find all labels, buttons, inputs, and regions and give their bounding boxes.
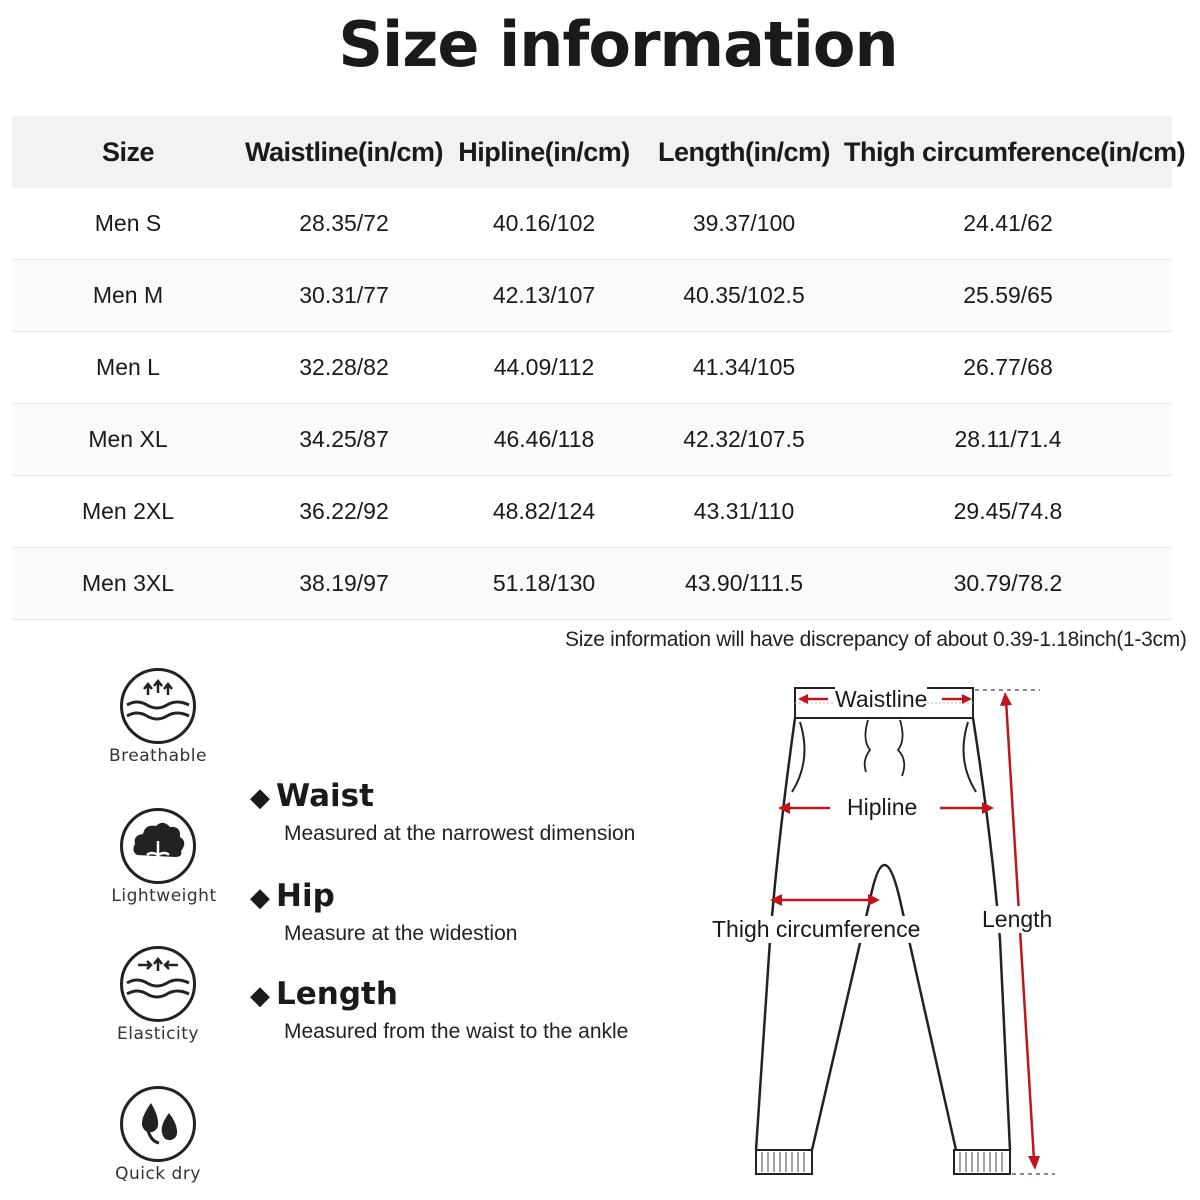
diagram-label-thigh: Thigh circumference xyxy=(712,916,921,942)
lightweight-icon xyxy=(120,808,196,884)
definition-term: Length xyxy=(276,976,398,1012)
column-header-hipline: Hipline(in/cm) xyxy=(444,116,644,188)
table-cell: 36.22/92 xyxy=(244,476,444,548)
definition-waist xyxy=(250,778,635,846)
table-cell: 32.28/82 xyxy=(244,332,444,404)
diamond-bullet-icon: ◆ xyxy=(250,883,270,913)
feature-label: Elasticity xyxy=(117,1024,199,1044)
size-table xyxy=(12,116,1186,620)
table-cell: 34.25/87 xyxy=(244,404,444,476)
diamond-bullet-icon: ◆ xyxy=(250,783,270,813)
table-cell: 40.35/102.5 xyxy=(644,260,844,332)
table-row xyxy=(12,476,1172,548)
table-cell: 28.11/71.4 xyxy=(844,404,1172,476)
table-cell: 28.35/72 xyxy=(244,188,444,260)
table-cell: 25.59/65 xyxy=(844,260,1172,332)
diagram-label-length: Length xyxy=(982,906,1053,932)
table-cell: 29.45/74.8 xyxy=(844,476,1172,548)
table-cell: 24.41/62 xyxy=(844,188,1172,260)
table-cell: 42.13/107 xyxy=(444,260,644,332)
definition-desc: Measured at the narrowest dimension xyxy=(284,822,636,845)
table-cell: Men S xyxy=(12,188,244,260)
table-cell: Men 2XL xyxy=(12,476,244,548)
table-cell: 39.37/100 xyxy=(644,188,844,260)
definition-length xyxy=(250,976,628,1044)
table-cell: 46.46/118 xyxy=(444,404,644,476)
table-header-row xyxy=(12,116,1172,188)
table-cell: 41.34/105 xyxy=(644,332,844,404)
table-cell: 40.16/102 xyxy=(444,188,644,260)
table-row xyxy=(12,332,1172,404)
quick-dry-icon xyxy=(120,1086,196,1162)
table-cell: 48.82/124 xyxy=(444,476,644,548)
feature-label: Lightweight xyxy=(111,886,217,906)
column-header-waistline: Waistline(in/cm) xyxy=(244,116,444,188)
table-row xyxy=(12,548,1172,620)
definition-term: Hip xyxy=(276,878,335,914)
page-title: Size information xyxy=(338,8,898,81)
column-header-size: Size xyxy=(12,116,244,188)
discrepancy-note: Size information will have discrepancy of about 0.39-1.18inch(1-3cm) xyxy=(565,628,1187,651)
feature-elasticity xyxy=(88,946,228,1044)
pants-diagram xyxy=(700,680,1100,1180)
table-cell: 42.32/107.5 xyxy=(644,404,844,476)
table-cell: 43.90/111.5 xyxy=(644,548,844,620)
table-row xyxy=(12,260,1172,332)
breathable-icon xyxy=(120,668,196,744)
table-cell: Men M xyxy=(12,260,244,332)
table-cell: 30.79/78.2 xyxy=(844,548,1172,620)
diagram-label-hipline: Hipline xyxy=(847,794,918,820)
table-row xyxy=(12,188,1172,260)
feature-breathable xyxy=(88,668,228,766)
feature-label: Breathable xyxy=(109,746,207,766)
feature-quick-dry xyxy=(88,1086,228,1184)
diagram-label-waistline: Waistline xyxy=(835,686,928,712)
definition-term: Waist xyxy=(276,778,374,814)
column-header-thigh: Thigh circumference(in/cm) xyxy=(844,116,1172,188)
table-row xyxy=(12,404,1172,476)
diamond-bullet-icon: ◆ xyxy=(250,981,270,1011)
feature-lightweight xyxy=(88,808,228,906)
table-cell: 30.31/77 xyxy=(244,260,444,332)
table-cell: Men XL xyxy=(12,404,244,476)
definition-desc: Measure at the widestion xyxy=(284,922,518,945)
feature-label: Quick dry xyxy=(115,1164,201,1184)
table-cell: 43.31/110 xyxy=(644,476,844,548)
table-cell: 44.09/112 xyxy=(444,332,644,404)
elasticity-icon xyxy=(120,946,196,1022)
definition-hip xyxy=(250,878,517,946)
definition-desc: Measured from the waist to the ankle xyxy=(284,1020,629,1043)
table-cell: 51.18/130 xyxy=(444,548,644,620)
table-cell: 26.77/68 xyxy=(844,332,1172,404)
column-header-length: Length(in/cm) xyxy=(644,116,844,188)
table-cell: Men 3XL xyxy=(12,548,244,620)
table-cell: 38.19/97 xyxy=(244,548,444,620)
table-cell: Men L xyxy=(12,332,244,404)
